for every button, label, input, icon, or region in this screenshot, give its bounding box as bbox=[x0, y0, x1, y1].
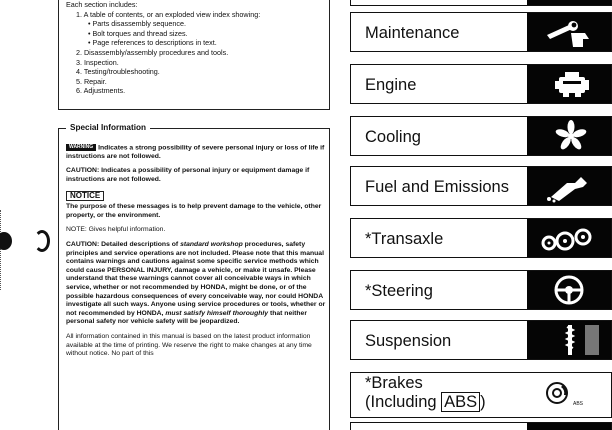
fuel-nozzle-icon bbox=[527, 167, 611, 205]
caution-long-text: CAUTION: Detailed descriptions of bbox=[66, 241, 181, 249]
intro-sub-item: • Page references to descriptions in text. bbox=[88, 38, 217, 48]
caution-long-italic: standard workshop bbox=[180, 241, 243, 249]
tab-maintenance[interactable] bbox=[350, 12, 612, 52]
intro-item: 1. A table of contents, or an exploded view index showing: bbox=[76, 9, 261, 19]
special-info-title: Special Information bbox=[66, 123, 150, 132]
tab-brakes[interactable] bbox=[350, 372, 612, 418]
footer-text: All information contained in this manual is based on the latest product information available at the time of printing. We reserve the right to make changes at any time without notice. No part of this bbox=[66, 332, 312, 358]
notice-paragraph bbox=[66, 191, 326, 221]
tab-transaxle[interactable] bbox=[350, 218, 612, 258]
tab-label-text: (Including bbox=[365, 393, 442, 411]
notice-tag: NOTICE bbox=[66, 191, 104, 202]
intro-item: 6. Adjustments. bbox=[76, 86, 126, 96]
tab-label: Suspension bbox=[365, 332, 452, 350]
notice-text: The purpose of these messages is to help prevent damage to the vehicle, other property, or the environment. bbox=[66, 203, 322, 219]
wrench-hand-icon bbox=[527, 13, 611, 51]
warning-tag: WARNING bbox=[66, 144, 96, 151]
tab-label: Engine bbox=[365, 76, 417, 94]
tab-label: Fuel and Emissions bbox=[365, 178, 509, 196]
tab-cooling[interactable] bbox=[350, 116, 612, 156]
caution-long-text: procedures, safety principles and service operations are not included. Please note that this manual contains warnings and cautions against some specific service methods which could cause PERSONAL INJURY, damage a vehicle, or make it unsafe. Please understand that these warnings cannot cover all conceivable ways in which service, whether or not recommended by HONDA, might be done, or of the possible hazardous consequences of every conceivable way, nor could HONDA investigate all such ways. Anyone using service procedures or tools, whether or not recommended by HONDA, bbox=[66, 241, 326, 317]
intro-sub-item: • Parts disassembly sequence. bbox=[88, 19, 186, 29]
tab-fuel-emissions[interactable] bbox=[350, 166, 612, 206]
caution-long-text: that neither personal safety nor vehicle safety will be jeopardized. bbox=[66, 309, 307, 326]
brake-disc-icon bbox=[527, 373, 611, 411]
fan-icon bbox=[527, 117, 611, 155]
tab-label bbox=[365, 374, 486, 412]
tab-icon-block bbox=[527, 0, 611, 5]
tab-label-line2 bbox=[365, 393, 486, 412]
next-tab-edge bbox=[350, 422, 612, 430]
abs-icon-text: ABS bbox=[572, 401, 583, 407]
special-info-body bbox=[66, 144, 326, 365]
intro-section bbox=[66, 0, 328, 96]
caution-long-italic: must satisfy himself thoroughly bbox=[165, 309, 269, 317]
intro-item: 5. Repair. bbox=[76, 76, 107, 86]
tab-suspension[interactable] bbox=[350, 320, 612, 360]
warning-paragraph bbox=[66, 144, 326, 161]
tab-icon-block bbox=[527, 423, 611, 430]
tab-steering[interactable] bbox=[350, 270, 612, 310]
intro-lead: Each section includes: bbox=[66, 0, 138, 9]
scan-margin-marks bbox=[0, 210, 4, 290]
tab-label-text: ) bbox=[480, 393, 486, 411]
steering-wheel-icon bbox=[527, 271, 611, 309]
gears-icon bbox=[527, 219, 611, 257]
binding-hole-mark bbox=[0, 232, 12, 250]
caution-text: CAUTION: Indicates a possibility of personal injury or equipment damage if instructions are not followed. bbox=[66, 167, 310, 184]
engine-icon bbox=[527, 65, 611, 103]
abs-boxed-text: ABS bbox=[441, 392, 480, 412]
tab-label: Maintenance bbox=[365, 24, 460, 42]
caution-long-paragraph bbox=[66, 241, 326, 327]
intro-sub-item: • Bolt torques and thread sizes. bbox=[88, 28, 188, 38]
previous-tab-edge bbox=[350, 0, 612, 6]
intro-item: 3. Inspection. bbox=[76, 57, 119, 67]
note-text: NOTE: Gives helpful information. bbox=[66, 226, 166, 234]
tab-label: *Steering bbox=[365, 282, 433, 300]
warning-text: Indicates a strong possibility of severe personal injury or loss of life if instructions are not followed. bbox=[66, 144, 325, 160]
tab-label: *Transaxle bbox=[365, 230, 444, 248]
intro-item: 2. Disassembly/assembly procedures and tools. bbox=[76, 47, 229, 57]
shock-absorber-icon bbox=[527, 321, 611, 359]
intro-item: 4. Testing/troubleshooting. bbox=[76, 67, 160, 77]
tab-label: Cooling bbox=[365, 128, 421, 146]
tab-engine[interactable] bbox=[350, 64, 612, 104]
binding-ring-mark bbox=[34, 230, 50, 252]
tab-label-line1: *Brakes bbox=[365, 374, 423, 392]
